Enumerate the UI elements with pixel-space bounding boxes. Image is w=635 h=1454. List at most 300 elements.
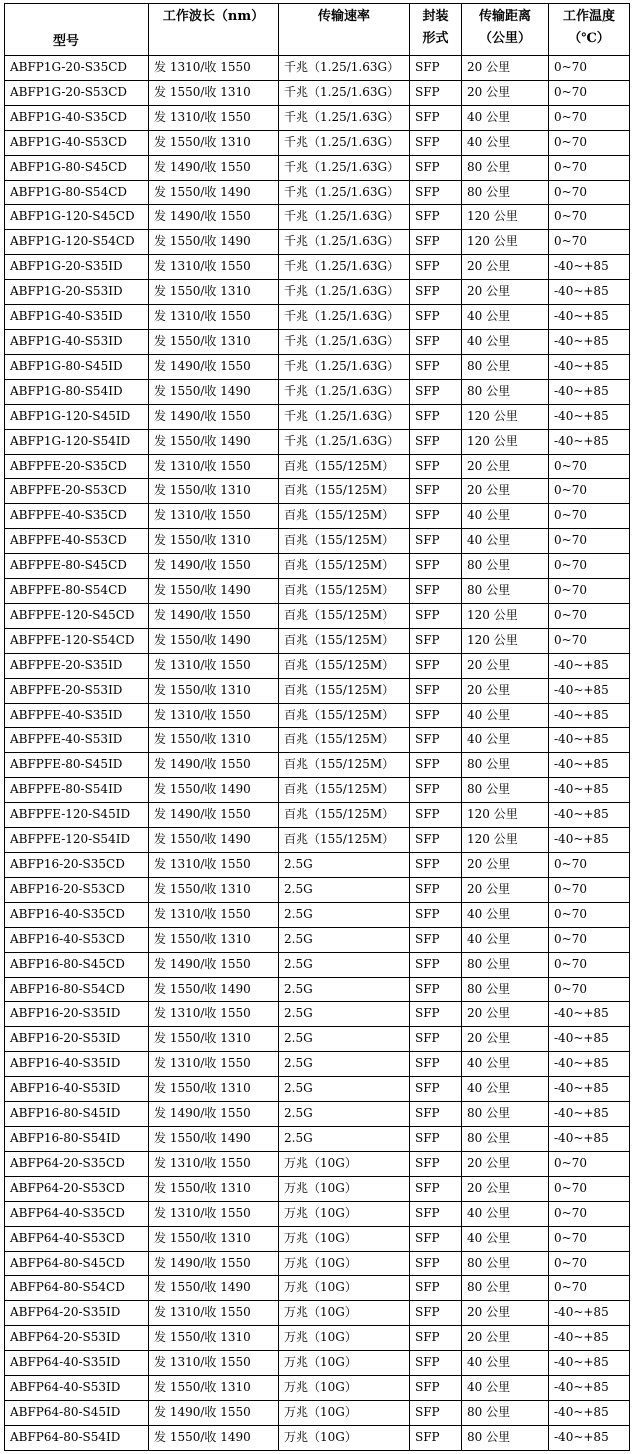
cell-distance: 80 公里 [462, 1400, 549, 1425]
cell-rate: 百兆（155/125M） [279, 479, 410, 504]
cell-temperature: 0~70 [549, 1151, 630, 1176]
cell-distance: 120 公里 [462, 205, 549, 230]
cell-wavelength: 发 1550/收 1490 [149, 230, 279, 255]
cell-temperature: 0~70 [549, 952, 630, 977]
cell-temperature: -40~+85 [549, 1351, 630, 1376]
table-row [5, 230, 630, 255]
cell-rate: 百兆（155/125M） [279, 703, 410, 728]
cell-rate: 百兆（155/125M） [279, 579, 410, 604]
cell-distance: 80 公里 [462, 1251, 549, 1276]
table-row [5, 329, 630, 354]
cell-temperature: 0~70 [549, 628, 630, 653]
cell-distance: 80 公里 [462, 1276, 549, 1301]
cell-rate: 万兆（10G） [279, 1226, 410, 1251]
cell-temperature: 0~70 [549, 927, 630, 952]
cell-wavelength: 发 1550/收 1310 [149, 1176, 279, 1201]
cell-package: SFP [410, 454, 462, 479]
cell-package: SFP [410, 579, 462, 604]
table-row [5, 653, 630, 678]
cell-wavelength: 发 1490/收 1550 [149, 155, 279, 180]
cell-package: SFP [410, 205, 462, 230]
cell-temperature: -40~+85 [549, 1400, 630, 1425]
cell-model: ABFP64-40-S35ID [5, 1351, 149, 1376]
cell-package: SFP [410, 603, 462, 628]
cell-model: ABFP16-80-S54CD [5, 977, 149, 1002]
cell-wavelength: 发 1550/收 1310 [149, 479, 279, 504]
cell-package: SFP [410, 653, 462, 678]
table-row [5, 728, 630, 753]
cell-temperature: -40~+85 [549, 753, 630, 778]
cell-rate: 2.5G [279, 1077, 410, 1102]
cell-rate: 千兆（1.25/1.63G） [279, 180, 410, 205]
table-row [5, 579, 630, 604]
cell-temperature: -40~+85 [549, 778, 630, 803]
cell-rate: 百兆（155/125M） [279, 504, 410, 529]
cell-model: ABFPFE-40-S35CD [5, 504, 149, 529]
cell-wavelength: 发 1310/收 1550 [149, 853, 279, 878]
cell-rate: 2.5G [279, 1102, 410, 1127]
cell-model: ABFP16-80-S45CD [5, 952, 149, 977]
cell-model: ABFPFE-120-S54ID [5, 828, 149, 853]
cell-wavelength: 发 1310/收 1550 [149, 56, 279, 81]
cell-package: SFP [410, 1077, 462, 1102]
cell-distance: 40 公里 [462, 1226, 549, 1251]
cell-wavelength: 发 1550/收 1310 [149, 280, 279, 305]
cell-package: SFP [410, 404, 462, 429]
cell-rate: 千兆（1.25/1.63G） [279, 155, 410, 180]
cell-temperature: -40~+85 [549, 1002, 630, 1027]
cell-package: SFP [410, 529, 462, 554]
cell-wavelength: 发 1550/收 1310 [149, 1326, 279, 1351]
cell-wavelength: 发 1550/收 1310 [149, 927, 279, 952]
cell-temperature: 0~70 [549, 105, 630, 130]
cell-rate: 百兆（155/125M） [279, 454, 410, 479]
cell-wavelength: 发 1550/收 1490 [149, 180, 279, 205]
cell-package: SFP [410, 479, 462, 504]
cell-distance: 20 公里 [462, 1176, 549, 1201]
table-row [5, 1376, 630, 1401]
cell-wavelength: 发 1550/收 1310 [149, 80, 279, 105]
cell-package: SFP [410, 1027, 462, 1052]
cell-wavelength: 发 1310/收 1550 [149, 504, 279, 529]
cell-rate: 百兆（155/125M） [279, 803, 410, 828]
header-distance [462, 4, 549, 56]
cell-temperature: 0~70 [549, 130, 630, 155]
cell-temperature: 0~70 [549, 977, 630, 1002]
cell-distance: 80 公里 [462, 753, 549, 778]
table-row [5, 454, 630, 479]
cell-distance: 20 公里 [462, 454, 549, 479]
cell-wavelength: 发 1550/收 1310 [149, 728, 279, 753]
cell-model: ABFPFE-80-S54ID [5, 778, 149, 803]
cell-rate: 千兆（1.25/1.63G） [279, 404, 410, 429]
cell-temperature: 0~70 [549, 230, 630, 255]
table-row [5, 603, 630, 628]
cell-package: SFP [410, 753, 462, 778]
cell-rate: 千兆（1.25/1.63G） [279, 379, 410, 404]
cell-package: SFP [410, 877, 462, 902]
cell-rate: 万兆（10G） [279, 1251, 410, 1276]
cell-rate: 万兆（10G） [279, 1351, 410, 1376]
cell-wavelength: 发 1550/收 1490 [149, 628, 279, 653]
cell-distance: 120 公里 [462, 828, 549, 853]
cell-temperature: 0~70 [549, 155, 630, 180]
cell-wavelength: 发 1550/收 1490 [149, 579, 279, 604]
cell-wavelength: 发 1310/收 1550 [149, 255, 279, 280]
cell-wavelength: 发 1310/收 1550 [149, 1351, 279, 1376]
cell-wavelength: 发 1490/收 1550 [149, 354, 279, 379]
cell-distance: 20 公里 [462, 678, 549, 703]
cell-temperature: 0~70 [549, 180, 630, 205]
cell-package: SFP [410, 703, 462, 728]
cell-distance: 40 公里 [462, 105, 549, 130]
table-row [5, 1326, 630, 1351]
cell-model: ABFPFE-120-S45CD [5, 603, 149, 628]
table-row [5, 1251, 630, 1276]
cell-wavelength: 发 1550/收 1490 [149, 778, 279, 803]
cell-package: SFP [410, 828, 462, 853]
cell-package: SFP [410, 853, 462, 878]
cell-rate: 百兆（155/125M） [279, 529, 410, 554]
cell-rate: 万兆（10G） [279, 1425, 410, 1450]
cell-distance: 80 公里 [462, 354, 549, 379]
cell-rate: 2.5G [279, 1052, 410, 1077]
cell-distance: 20 公里 [462, 1151, 549, 1176]
cell-temperature: -40~+85 [549, 703, 630, 728]
cell-package: SFP [410, 1126, 462, 1151]
cell-model: ABFP64-20-S35ID [5, 1301, 149, 1326]
cell-temperature: -40~+85 [549, 803, 630, 828]
cell-package: SFP [410, 1102, 462, 1127]
cell-temperature: 0~70 [549, 1176, 630, 1201]
table-row [5, 1301, 630, 1326]
cell-package: SFP [410, 1251, 462, 1276]
cell-wavelength: 发 1550/收 1310 [149, 529, 279, 554]
cell-model: ABFP1G-120-S54ID [5, 429, 149, 454]
cell-temperature: -40~+85 [549, 1102, 630, 1127]
header-temperature-line1: 工作温度 [562, 9, 615, 24]
cell-wavelength: 发 1550/收 1310 [149, 1077, 279, 1102]
table-row [5, 180, 630, 205]
cell-rate: 千兆（1.25/1.63G） [279, 354, 410, 379]
cell-distance: 80 公里 [462, 554, 549, 579]
cell-wavelength: 发 1550/收 1310 [149, 130, 279, 155]
cell-rate: 2.5G [279, 977, 410, 1002]
cell-distance: 20 公里 [462, 653, 549, 678]
cell-rate: 千兆（1.25/1.63G） [279, 280, 410, 305]
table-row [5, 1276, 630, 1301]
cell-rate: 千兆（1.25/1.63G） [279, 130, 410, 155]
cell-temperature: -40~+85 [549, 1027, 630, 1052]
cell-package: SFP [410, 1002, 462, 1027]
cell-package: SFP [410, 329, 462, 354]
cell-distance: 40 公里 [462, 902, 549, 927]
header-package [410, 4, 462, 56]
table-row [5, 1425, 630, 1450]
cell-package: SFP [410, 1201, 462, 1226]
cell-wavelength: 发 1550/收 1490 [149, 828, 279, 853]
table-row [5, 1102, 630, 1127]
cell-wavelength: 发 1490/收 1550 [149, 1102, 279, 1127]
cell-model: ABFP1G-80-S45CD [5, 155, 149, 180]
table-row [5, 404, 630, 429]
header-package-line1: 封装 [422, 9, 449, 24]
cell-package: SFP [410, 678, 462, 703]
cell-temperature: -40~+85 [549, 728, 630, 753]
cell-wavelength: 发 1310/收 1550 [149, 653, 279, 678]
cell-package: SFP [410, 1351, 462, 1376]
cell-wavelength: 发 1490/收 1550 [149, 1400, 279, 1425]
table-row [5, 504, 630, 529]
cell-rate: 千兆（1.25/1.63G） [279, 255, 410, 280]
cell-temperature: -40~+85 [549, 255, 630, 280]
header-temperature [549, 4, 630, 56]
cell-package: SFP [410, 778, 462, 803]
cell-model: ABFP64-40-S53CD [5, 1226, 149, 1251]
cell-distance: 40 公里 [462, 703, 549, 728]
cell-temperature: 0~70 [549, 853, 630, 878]
cell-model: ABFP1G-80-S45ID [5, 354, 149, 379]
cell-distance: 40 公里 [462, 529, 549, 554]
cell-wavelength: 发 1550/收 1490 [149, 1276, 279, 1301]
table-row [5, 927, 630, 952]
table-row [5, 205, 630, 230]
table-row [5, 1400, 630, 1425]
table-row [5, 1201, 630, 1226]
table-row [5, 305, 630, 330]
cell-model: ABFP64-40-S53ID [5, 1376, 149, 1401]
cell-temperature: 0~70 [549, 579, 630, 604]
cell-distance: 40 公里 [462, 728, 549, 753]
cell-package: SFP [410, 1301, 462, 1326]
table-row [5, 1002, 630, 1027]
cell-package: SFP [410, 1176, 462, 1201]
cell-package: SFP [410, 180, 462, 205]
table-row [5, 877, 630, 902]
table-row [5, 803, 630, 828]
table-row [5, 828, 630, 853]
table-row [5, 554, 630, 579]
cell-wavelength: 发 1490/收 1550 [149, 404, 279, 429]
cell-model: ABFP16-20-S35CD [5, 853, 149, 878]
header-rate: 传输速率 [279, 4, 410, 56]
cell-model: ABFP16-20-S53CD [5, 877, 149, 902]
cell-model: ABFPFE-20-S35ID [5, 653, 149, 678]
cell-distance: 20 公里 [462, 1002, 549, 1027]
cell-temperature: -40~+85 [549, 280, 630, 305]
cell-model: ABFPFE-80-S54CD [5, 579, 149, 604]
cell-wavelength: 发 1550/收 1490 [149, 379, 279, 404]
cell-rate: 万兆（10G） [279, 1201, 410, 1226]
cell-rate: 千兆（1.25/1.63G） [279, 429, 410, 454]
cell-package: SFP [410, 902, 462, 927]
cell-temperature: -40~+85 [549, 305, 630, 330]
cell-distance: 120 公里 [462, 404, 549, 429]
cell-wavelength: 发 1550/收 1310 [149, 877, 279, 902]
cell-package: SFP [410, 155, 462, 180]
cell-temperature: -40~+85 [549, 1425, 630, 1450]
cell-distance: 80 公里 [462, 778, 549, 803]
cell-package: SFP [410, 80, 462, 105]
cell-temperature: 0~70 [549, 529, 630, 554]
cell-rate: 千兆（1.25/1.63G） [279, 305, 410, 330]
cell-rate: 万兆（10G） [279, 1326, 410, 1351]
cell-wavelength: 发 1490/收 1550 [149, 205, 279, 230]
cell-temperature: -40~+85 [549, 1052, 630, 1077]
header-row [5, 4, 630, 56]
cell-rate: 2.5G [279, 902, 410, 927]
cell-rate: 千兆（1.25/1.63G） [279, 56, 410, 81]
cell-temperature: 0~70 [549, 1276, 630, 1301]
cell-distance: 20 公里 [462, 479, 549, 504]
table-body [5, 56, 630, 1451]
cell-distance: 120 公里 [462, 803, 549, 828]
cell-temperature: -40~+85 [549, 429, 630, 454]
cell-model: ABFP16-20-S35ID [5, 1002, 149, 1027]
cell-temperature: 0~70 [549, 603, 630, 628]
cell-model: ABFP16-80-S54ID [5, 1126, 149, 1151]
cell-rate: 万兆（10G） [279, 1151, 410, 1176]
table-row [5, 977, 630, 1002]
cell-package: SFP [410, 803, 462, 828]
cell-rate: 2.5G [279, 1126, 410, 1151]
cell-package: SFP [410, 280, 462, 305]
cell-distance: 40 公里 [462, 504, 549, 529]
cell-model: ABFP1G-20-S53CD [5, 80, 149, 105]
table-row [5, 255, 630, 280]
cell-distance: 20 公里 [462, 80, 549, 105]
cell-model: ABFP64-20-S53CD [5, 1176, 149, 1201]
cell-model: ABFP16-80-S45ID [5, 1102, 149, 1127]
table-row [5, 130, 630, 155]
cell-rate: 2.5G [279, 927, 410, 952]
cell-wavelength: 发 1550/收 1310 [149, 1027, 279, 1052]
cell-package: SFP [410, 105, 462, 130]
cell-distance: 20 公里 [462, 1027, 549, 1052]
cell-temperature: 0~70 [549, 80, 630, 105]
cell-temperature: 0~70 [549, 1226, 630, 1251]
cell-rate: 百兆（155/125M） [279, 678, 410, 703]
cell-distance: 20 公里 [462, 877, 549, 902]
cell-temperature: 0~70 [549, 554, 630, 579]
cell-wavelength: 发 1550/收 1490 [149, 1425, 279, 1450]
table-row [5, 1151, 630, 1176]
cell-package: SFP [410, 728, 462, 753]
cell-model: ABFP64-80-S45CD [5, 1251, 149, 1276]
cell-distance: 80 公里 [462, 1126, 549, 1151]
cell-distance: 20 公里 [462, 56, 549, 81]
table-row [5, 1027, 630, 1052]
cell-package: SFP [410, 1376, 462, 1401]
cell-wavelength: 发 1550/收 1310 [149, 678, 279, 703]
header-distance-line2: （公里） [478, 31, 531, 46]
cell-temperature: -40~+85 [549, 354, 630, 379]
cell-rate: 百兆（155/125M） [279, 753, 410, 778]
cell-distance: 80 公里 [462, 1102, 549, 1127]
cell-wavelength: 发 1490/收 1550 [149, 554, 279, 579]
cell-wavelength: 发 1550/收 1310 [149, 1376, 279, 1401]
table-row [5, 1226, 630, 1251]
cell-package: SFP [410, 130, 462, 155]
table-row [5, 354, 630, 379]
cell-model: ABFP64-40-S35CD [5, 1201, 149, 1226]
cell-model: ABFPFE-80-S45CD [5, 554, 149, 579]
table-row [5, 429, 630, 454]
cell-distance: 40 公里 [462, 329, 549, 354]
cell-package: SFP [410, 1052, 462, 1077]
cell-model: ABFP16-20-S53ID [5, 1027, 149, 1052]
cell-package: SFP [410, 1276, 462, 1301]
table-row [5, 105, 630, 130]
cell-wavelength: 发 1490/收 1550 [149, 1251, 279, 1276]
cell-model: ABFP1G-120-S54CD [5, 230, 149, 255]
cell-rate: 百兆（155/125M） [279, 828, 410, 853]
table-row [5, 155, 630, 180]
cell-package: SFP [410, 354, 462, 379]
table-row [5, 753, 630, 778]
header-wavelength: 工作波长（nm） [149, 4, 279, 56]
cell-distance: 80 公里 [462, 579, 549, 604]
cell-temperature: -40~+85 [549, 404, 630, 429]
cell-temperature: 0~70 [549, 1251, 630, 1276]
header-temperature-line2: （℃） [568, 31, 610, 46]
cell-temperature: 0~70 [549, 504, 630, 529]
cell-wavelength: 发 1310/收 1550 [149, 1201, 279, 1226]
cell-package: SFP [410, 554, 462, 579]
cell-model: ABFP16-40-S35ID [5, 1052, 149, 1077]
cell-wavelength: 发 1550/收 1490 [149, 1126, 279, 1151]
cell-distance: 120 公里 [462, 429, 549, 454]
cell-package: SFP [410, 628, 462, 653]
cell-wavelength: 发 1550/收 1310 [149, 1226, 279, 1251]
table-row [5, 703, 630, 728]
cell-wavelength: 发 1310/收 1550 [149, 1151, 279, 1176]
cell-model: ABFPFE-80-S45ID [5, 753, 149, 778]
cell-rate: 2.5G [279, 1002, 410, 1027]
cell-model: ABFP1G-40-S35ID [5, 305, 149, 330]
table-row [5, 56, 630, 81]
cell-distance: 80 公里 [462, 1425, 549, 1450]
cell-package: SFP [410, 504, 462, 529]
cell-model: ABFPFE-20-S53ID [5, 678, 149, 703]
cell-model: ABFPFE-120-S54CD [5, 628, 149, 653]
table-row [5, 379, 630, 404]
table-row [5, 853, 630, 878]
cell-temperature: -40~+85 [549, 379, 630, 404]
cell-model: ABFP64-20-S35CD [5, 1151, 149, 1176]
cell-rate: 百兆（155/125M） [279, 628, 410, 653]
cell-rate: 2.5G [279, 877, 410, 902]
cell-model: ABFP64-80-S45ID [5, 1400, 149, 1425]
cell-package: SFP [410, 255, 462, 280]
spec-table-container [4, 3, 630, 1451]
cell-temperature: 0~70 [549, 902, 630, 927]
cell-distance: 120 公里 [462, 628, 549, 653]
cell-rate: 千兆（1.25/1.63G） [279, 329, 410, 354]
cell-package: SFP [410, 429, 462, 454]
cell-package: SFP [410, 1400, 462, 1425]
cell-temperature: -40~+85 [549, 1376, 630, 1401]
cell-rate: 万兆（10G） [279, 1376, 410, 1401]
cell-wavelength: 发 1550/收 1490 [149, 429, 279, 454]
cell-package: SFP [410, 305, 462, 330]
cell-wavelength: 发 1310/收 1550 [149, 105, 279, 130]
cell-model: ABFP64-20-S53ID [5, 1326, 149, 1351]
cell-wavelength: 发 1550/收 1310 [149, 329, 279, 354]
cell-distance: 80 公里 [462, 379, 549, 404]
cell-package: SFP [410, 230, 462, 255]
cell-wavelength: 发 1490/收 1550 [149, 753, 279, 778]
